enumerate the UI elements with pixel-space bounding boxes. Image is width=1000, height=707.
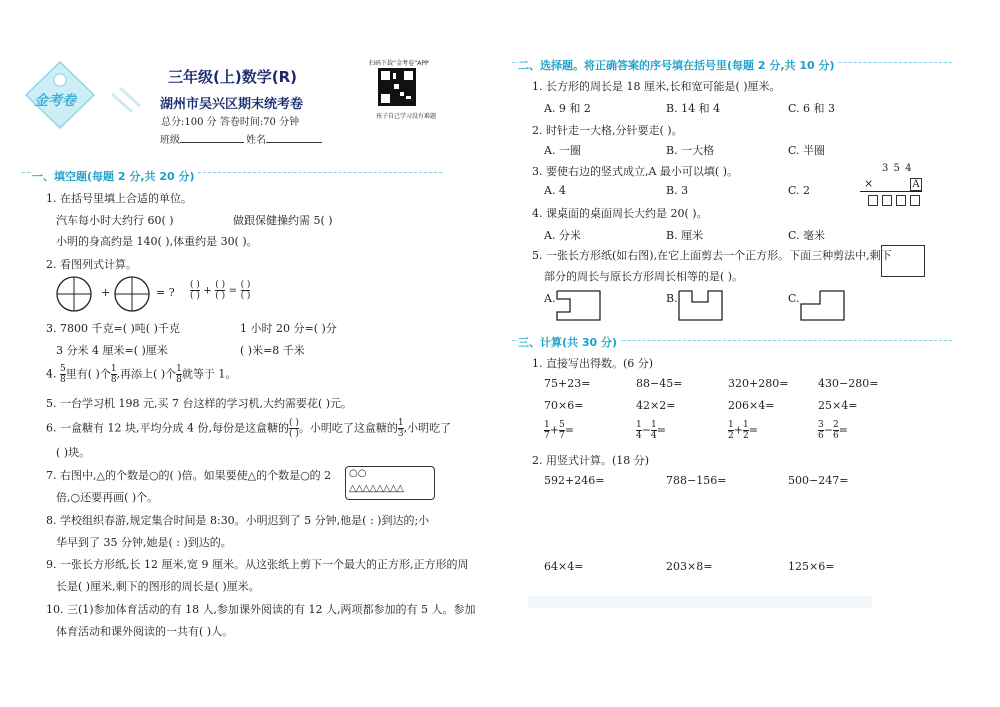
k2-expr: 592+246= [544, 474, 605, 487]
k1-fraction-expr: $\frac{1}{7}$ + $\frac{5}{7}$ = [544, 420, 574, 441]
c1-option-a[interactable]: A. 9 和 2 [544, 102, 591, 115]
decor-stripes [110, 64, 150, 104]
fraction-denominator: 6 [818, 431, 824, 441]
c5-shape-b [678, 290, 724, 326]
k2-expr: 500−247= [788, 474, 849, 487]
fraction-numerator: 1 [176, 364, 182, 374]
q1-text: 1. 在括号里填上合适的单位。 [46, 192, 192, 205]
fraction [743, 420, 749, 441]
k1-text: 1. 直接写出得数。(6 分) [532, 357, 654, 370]
q3b-text: 1 小时 20 分=( )分 [240, 322, 337, 335]
c3-option-a[interactable]: A. 4 [544, 184, 566, 197]
k2-expr: 125×6= [788, 560, 835, 573]
fraction-denominator: 4 [650, 431, 657, 441]
c5b-text: 部分的周长与原长方形周长相等的是( )。 [544, 270, 744, 283]
q2-answer-fractions[interactable]: $\frac{( )}{( )}$ + $\frac{( )}{( )}$ = $\frac{( )}{( )}$ [190, 280, 251, 301]
fraction [559, 420, 565, 441]
c4-text: 4. 课桌面的桌面周长大约是 20( )。 [532, 207, 708, 220]
k2-text: 2. 用竖式计算。(18 分) [532, 454, 650, 467]
section-2-heading: 二、选择题。将正确答案的序号填在括号里(每题 2 分,共 10 分) [518, 57, 838, 73]
fraction-denominator: 8 [176, 375, 182, 385]
c3-times-sign: × [864, 177, 874, 190]
q10a-text: 10. 三(1)参加体育活动的有 18 人,参加课外阅读的有 12 人,两项都参加的有 5 人。参加 [46, 603, 476, 616]
k2-expr: 64×4= [544, 560, 584, 573]
c3-vertical-multiplication [860, 163, 926, 213]
k1-fraction-expr: $\frac{1}{4}$ − $\frac{1}{4}$ = [636, 420, 666, 441]
q3c-text: 3 分米 4 厘米=( )厘米 [56, 344, 168, 357]
fraction-denominator: 3 [397, 429, 404, 439]
k1-expr: 70×6= [544, 399, 584, 412]
qr-code [378, 68, 416, 106]
fraction [651, 420, 657, 441]
class-label: 班级 [160, 135, 180, 146]
class-blank[interactable] [180, 142, 244, 143]
operator: + [549, 423, 559, 437]
q7a-text: 7. 右图中,△的个数是○的( )倍。如果要使△的个数是○的 2 [46, 469, 332, 482]
q2-plus: + [101, 286, 111, 299]
k2-expr: 203×8= [666, 560, 713, 573]
section-3-heading: 三、计算(共 30 分) [518, 334, 620, 350]
c2-option-a[interactable]: A. 一圈 [544, 144, 581, 157]
q2-text: 2. 看图列式计算。 [46, 258, 137, 271]
c5-rectangle-figure [881, 245, 925, 277]
c2-option-b[interactable]: B. 一大格 [666, 144, 715, 157]
c5a-text: 5. 一张长方形纸(如右图),在它上面剪去一个正方形。下面三种剪法中,剩下 [532, 249, 892, 262]
q8b-text: 华早到了 35 分钟,她是( : )到达的。 [56, 536, 232, 549]
q7b-text: 倍,○还要再画( )个。 [56, 491, 159, 504]
name-label: 姓名 [246, 135, 266, 146]
k1-fraction-expr: $\frac{3}{6}$ − $\frac{2}{6}$ = [818, 420, 848, 441]
qr-caption-bottom: 孩子自己学习没有难题 [376, 113, 437, 120]
fraction-denominator: 4 [636, 431, 642, 441]
q1a-text: 汽车每小时大约行 60( ) [56, 214, 174, 227]
c3-digit-box[interactable] [868, 195, 878, 206]
q6-answer-fraction[interactable] [289, 418, 299, 439]
q3a-text: 3. 7800 千克=( )吨( )千克 [46, 322, 180, 335]
section-1-heading: 一、填空题(每题 2 分,共 20 分) [32, 168, 198, 184]
k1-expr: 206×4= [728, 399, 775, 412]
q1c-text: 小明的身高约是 140( ),体重约是 30( )。 [56, 235, 258, 248]
fraction-numerator: 1 [110, 364, 117, 374]
c1-option-b[interactable]: B. 14 和 4 [666, 102, 721, 115]
c1-option-c[interactable]: C. 6 和 3 [788, 102, 836, 115]
fraction-denominator: 7 [544, 431, 550, 441]
c3-digit-box[interactable] [882, 195, 892, 206]
q9b-text: 长是( )厘米,剩下的图形的周长是( )厘米。 [56, 580, 260, 593]
q6-part-b: 。小明吃了这盒糖的 [298, 421, 398, 435]
q2-circle-right [112, 274, 152, 318]
name-field [246, 131, 322, 146]
c3-digit-box[interactable] [896, 195, 906, 206]
q4-text [46, 364, 236, 385]
q2-fraction-1 [190, 280, 200, 301]
fraction-denominator: ( ) [190, 291, 200, 301]
q6-text [46, 418, 451, 439]
fraction-numerator: 1 [544, 420, 550, 430]
q7-figure [345, 466, 435, 500]
page-title: 三年级(上)数学(R) [168, 68, 297, 86]
k1-expr: 75+23= [544, 377, 591, 390]
fraction-numerator: 5 [60, 364, 66, 374]
k1-expr: 430−280= [818, 377, 879, 390]
c5-shape-a [556, 290, 602, 326]
exam-meta: 总分:100 分 答卷时间:70 分钟 [161, 117, 300, 128]
c3-digit-box[interactable] [910, 195, 920, 206]
fraction-denominator: ( ) [288, 429, 299, 439]
q6-part-c: ,小明吃了 [403, 421, 452, 435]
c2-option-c[interactable]: C. 半圈 [788, 144, 826, 157]
fraction-denominator: 8 [110, 375, 117, 385]
exam-subtitle: 湖州市吴兴区期末统考卷 [160, 97, 304, 112]
logo-text: 金考卷 [34, 93, 76, 109]
q4-part-c: ,再添上( )个 [116, 367, 177, 381]
fraction-denominator: 7 [558, 431, 565, 441]
c3-box-a: A [910, 178, 922, 191]
qr-caption-top: 扫码下载“金考卷”APP [369, 60, 429, 67]
operator: − [641, 423, 651, 437]
q2-circle-left [54, 274, 94, 318]
fraction-numerator: 1 [742, 420, 749, 430]
fraction-denominator: ( ) [240, 291, 251, 301]
name-blank[interactable] [266, 142, 322, 143]
c3-text: 3. 要使右边的竖式成立,A 最小可以填( )。 [532, 165, 739, 178]
fraction-denominator: ( ) [215, 291, 226, 301]
c3-option-c[interactable]: C. 2 [788, 184, 811, 197]
q2-fraction-2 [215, 280, 225, 301]
fraction-denominator: 2 [728, 431, 734, 441]
fraction-numerator: 1 [650, 420, 657, 430]
k1-expr: 88−45= [636, 377, 683, 390]
fraction [833, 420, 839, 441]
q4-number: 4. [46, 367, 57, 381]
fraction-numerator: ( ) [288, 418, 299, 428]
q7-circles: ○○ [349, 468, 367, 479]
fraction-numerator: ( ) [215, 280, 226, 290]
c2-text: 2. 时针走一大格,分针要走( )。 [532, 124, 683, 137]
q2-fraction-3 [241, 280, 251, 301]
fraction-numerator: ( ) [240, 280, 251, 290]
c5-option-b[interactable]: B. [666, 292, 678, 305]
fraction-numerator: 3 [818, 420, 824, 430]
c5-option-a[interactable]: A. [544, 292, 556, 305]
brand-logo [20, 60, 100, 130]
fraction-numerator: 1 [728, 420, 734, 430]
k1-expr: 320+280= [728, 377, 789, 390]
q6-part-a: 6. 一盒糖有 12 块,平均分成 4 份,每份是这盒糖的 [46, 421, 289, 435]
q8a-text: 8. 学校组织春游,规定集合时间是 8:30。小明迟到了 5 分钟,他是( : )到达的;小 [46, 514, 430, 527]
c1-text: 1. 长方形的周长是 18 厘米,长和宽可能是( )厘米。 [532, 80, 781, 93]
fraction-denominator: 6 [832, 431, 839, 441]
q6d-text: ( )块。 [56, 446, 91, 459]
c5-shape-c [800, 290, 846, 326]
fraction-numerator: ( ) [190, 280, 200, 290]
fraction-denominator: 8 [60, 375, 66, 385]
q7-triangles: △△△△△△△△ [349, 483, 404, 494]
c5-option-c[interactable]: C. [788, 292, 800, 305]
c3-rule [860, 191, 922, 192]
q9a-text: 9. 一张长方形纸,长 12 厘米,宽 9 厘米。从这张纸上剪下一个最大的正方形,正方形的周 [46, 558, 469, 571]
fraction-numerator: 5 [558, 420, 565, 430]
k1-expr: 42×2= [636, 399, 676, 412]
q4-part-b: 里有( )个 [65, 367, 111, 381]
q1b-text: 做跟保健操约需 5( ) [233, 214, 333, 227]
k1-expr: 25×4= [818, 399, 858, 412]
fraction-numerator: 1 [397, 418, 404, 428]
c3-option-b[interactable]: B. 3 [666, 184, 689, 197]
q4-part-d: 就等于 1。 [181, 367, 237, 381]
fraction-numerator: 1 [636, 420, 642, 430]
page-shadow [528, 596, 872, 608]
q3d-text: ( )米=8 千米 [240, 344, 305, 357]
operator: − [823, 423, 833, 437]
fraction-denominator: 2 [742, 431, 749, 441]
c4-option-b[interactable]: B. 厘米 [666, 229, 704, 242]
c3-top-number: 3 5 4 [882, 163, 913, 174]
k1-fraction-expr: $\frac{1}{2}$ + $\frac{1}{2}$ = [728, 420, 758, 441]
c4-option-c[interactable]: C. 毫米 [788, 229, 826, 242]
k2-expr: 788−156= [666, 474, 727, 487]
class-field [160, 131, 244, 146]
q10b-text: 体育活动和课外阅读的一共有( )人。 [56, 625, 234, 638]
c4-option-a[interactable]: A. 分米 [544, 229, 581, 242]
q2-equals: = ? [156, 286, 175, 299]
operator: + [733, 423, 743, 437]
q5-text: 5. 一台学习机 198 元,买 7 台这样的学习机,大约需要花( )元。 [46, 397, 353, 410]
fraction-numerator: 2 [832, 420, 839, 430]
